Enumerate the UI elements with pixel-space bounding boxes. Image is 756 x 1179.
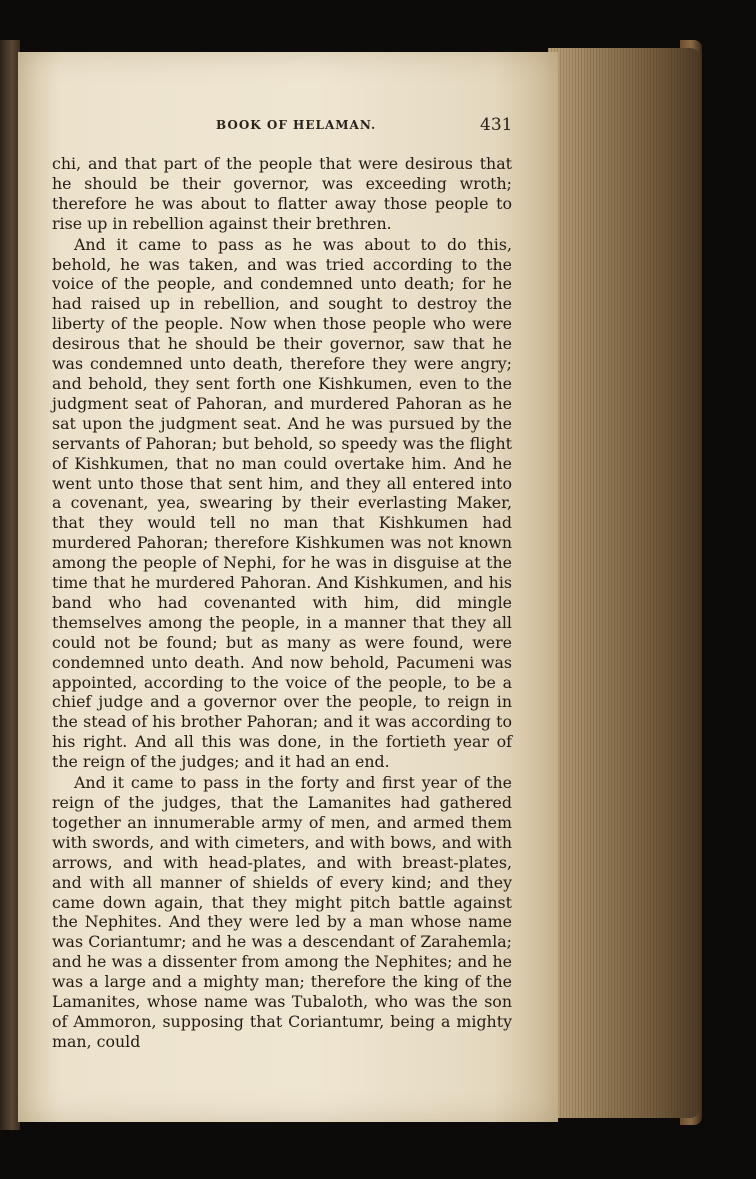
- paragraph: And it came to pass in the forty and first year of the reign of the judges, that the Lamanites had gathered together an innumerable army of men, and armed them with swords, and with cimeters, and with bows, and with arrows, and with head-plates, and with breast-plates, and with all manner of shields of every kind; and they came down again, that they might pitch battle against the Nephites. And they were led by a man whose name was Coriantumr; and he was a descendant of Zarahemla; and he was a dissenter from among the Nephites; and he was a large and a mighty man; therefore the king of the Lamanites, whose name was Tubaloth, who was the son of Ammoron, supposing that Coriantumr, being a mighty man, could: [52, 773, 512, 1051]
- book-page: [18, 52, 558, 1122]
- paragraph-continued: chi, and that part of the people that were desirous that he should be their governor, was exceeding wroth; therefore he was about to flatter away those people to rise up in rebellion against their brethren.: [52, 154, 512, 233]
- page-header: [18, 115, 538, 138]
- running-head: BOOK OF HELAMAN.: [216, 118, 377, 132]
- left-page-binding: [0, 40, 20, 1130]
- page-block-edge: [548, 48, 700, 1118]
- page-text: [52, 154, 512, 1052]
- paragraph: And it came to pass as he was about to do this, behold, he was taken, and was tried according to the voice of the people, and condemned unto death; for he had raised up in rebellion, and sought to destroy the liberty of the people. Now when those people who were desirous that he should be their governor, saw that he was condemned unto death, therefore they were angry; and behold, they sent forth one Kishkumen, even to the judgment seat of Pahoran, and murdered Pahoran as he sat upon the judgment seat. And he was pursued by the servants of Pahoran; but behold, so speedy was the flight of Kishkumen, that no man could overtake him. And he went unto those that sent him, and they all entered into a covenant, yea, swearing by their everlasting Maker, that they would tell no man that Kishkumen had murdered Pahoran; therefore Kishkumen was not known among the people of Nephi, for he was in disguise at the time that he murdered Pahoran. And Kishkumen, and his band who had covenanted with him, did mingle themselves among the people, in a manner that they all could not be found; but as many as were found, were condemned unto death. And now behold, Pacumeni was appointed, according to the voice of the people, to be a chief judge and a governor over the people, to reign in the stead of his brother Pahoran; and it was according to his right. And all this was done, in the fortieth year of the reign of the judges; and it had an end.: [52, 234, 512, 772]
- page-number: 431: [480, 115, 513, 135]
